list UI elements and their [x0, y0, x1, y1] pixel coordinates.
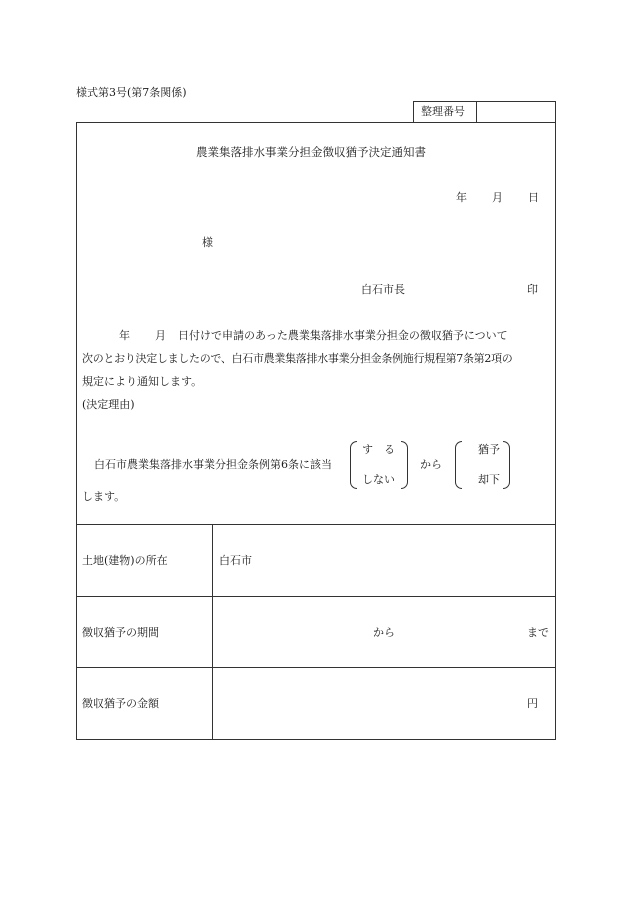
- option-bracket-left-2: [455, 441, 462, 489]
- reason-label: (決定理由): [82, 398, 135, 411]
- body-year: 年: [119, 329, 130, 342]
- table-row-value-location[interactable]: 白石市: [219, 554, 252, 567]
- period-from-label: から: [373, 626, 395, 639]
- body-line-3: 規定により通知します。: [82, 375, 203, 388]
- reason-suffix: します。: [82, 490, 126, 503]
- date-year: 年: [456, 191, 467, 204]
- option-bracket-right-2: [503, 441, 510, 489]
- option-yuyo[interactable]: 猶予: [478, 443, 500, 456]
- table-top-border: [76, 524, 556, 525]
- addressee-suffix: 様: [202, 236, 213, 249]
- reference-number-field[interactable]: [480, 106, 550, 118]
- option-kyakka[interactable]: 却下: [478, 473, 500, 486]
- table-row-label-amount: 徴収猶予の金額: [82, 697, 159, 710]
- kara-connector: から: [420, 458, 442, 471]
- body-line-1: 日付けで申請のあった農業集落排水事業分担金の徴収猶予について: [178, 329, 508, 342]
- amount-unit: 円: [527, 697, 538, 710]
- body-month: 月: [155, 329, 166, 342]
- date-day: 日: [528, 191, 539, 204]
- option-suru[interactable]: す る: [362, 443, 395, 456]
- table-row-label-location: 土地(建物)の所在: [82, 554, 168, 567]
- reference-number-divider: [476, 101, 477, 122]
- notice-form-frame: [76, 122, 556, 740]
- option-shinai[interactable]: しない: [362, 473, 395, 486]
- form-number-label: 様式第3号(第7条関係): [76, 86, 187, 99]
- reference-number-label: 整理番号: [421, 105, 465, 118]
- period-to-label: まで: [527, 626, 549, 639]
- date-month: 月: [492, 191, 503, 204]
- document-title: 農業集落排水事業分担金徴収猶予決定通知書: [196, 145, 426, 159]
- table-row-divider-1: [76, 596, 556, 597]
- table-row-label-period: 徴収猶予の期間: [82, 626, 159, 639]
- table-column-divider: [212, 524, 213, 740]
- reason-prefix: 白石市農業集落排水事業分担金条例第6条に該当: [94, 458, 332, 471]
- option-bracket-right-1: [401, 441, 408, 489]
- body-line-2: 次のとおり決定しましたので、白石市農業集落排水事業分担金条例施行規程第7条第2項の: [82, 352, 513, 365]
- seal-mark: 印: [527, 283, 538, 296]
- table-row-divider-2: [76, 667, 556, 668]
- option-bracket-left-1: [350, 441, 357, 489]
- issuer-name: 白石市長: [361, 283, 405, 296]
